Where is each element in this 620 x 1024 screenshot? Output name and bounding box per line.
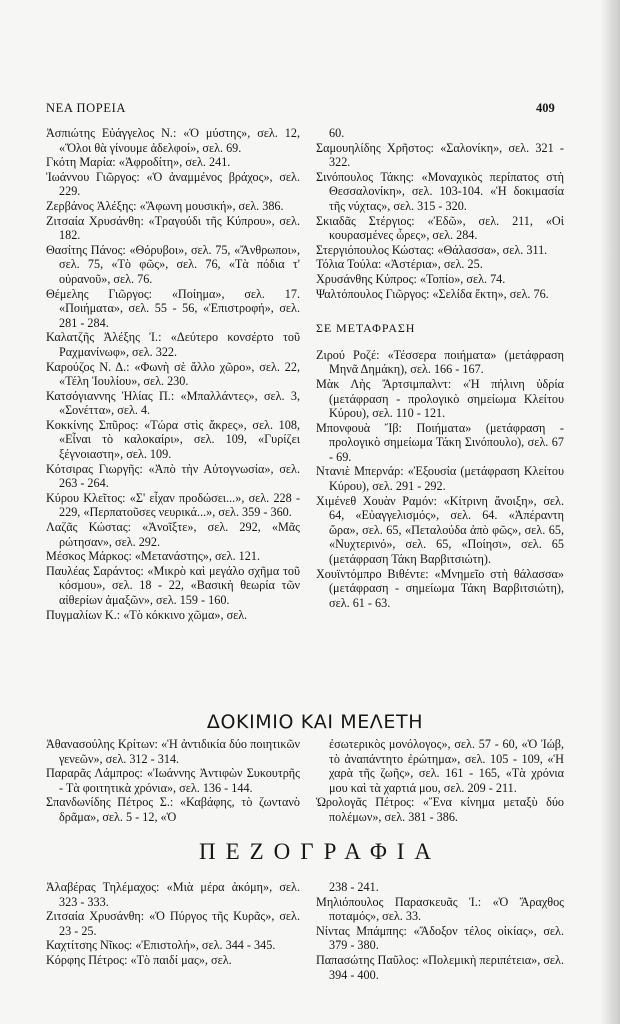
index-entry: Ὡρολογᾶς Πέτρος: «Ἕνα κίνημα μεταξὺ δύο πολέμων», σελ. 381 - 386. — [316, 795, 564, 824]
poetry-right-column — [316, 126, 564, 610]
index-entry: Σκιαδᾶς Στέργιος: «Ἐδῶ», σελ. 211, «Οἱ κουρασμένες ὧρες», σελ. 284. — [316, 213, 564, 243]
index-entry: Θέμελης Γιῶργος: «Ποίημα», σελ. 17. «Ποιήματα», σελ. 55 - 56, «Ἐπιστροφή», σελ. 281 - 284. — [46, 286, 300, 330]
index-entry: Κατσόγιαννης Ἠλίας Π.: «Μπαλλάντες», σελ. 3, «Σονέττα», σελ. 4. — [46, 388, 300, 418]
index-entry: Ζιτσαία Χρυσάνθη: «Τραγούδι τῆς Κύπρου», σελ. 182. — [46, 213, 300, 243]
entry-continuation: ἐσωτερικὸς μονόλογος», σελ. 57 - 60, «Ὁ Ἰώβ, τὸ ἀναπάντητο ἐρώτημα», σελ. 105 - 109, «Ἡ χαρὰ τῆς ζωῆς», σελ. 161 - 165, «Τὰ χρόνια μου καὶ τὰ χαρτιά μου, σελ. 209 - 211. — [329, 737, 564, 795]
index-entry: Κύρου Κλεῖτος: «Σ' εἶχαν προδώσει...», σελ. 228 - 229, «Περπατοῦσες νευρικά...», σελ. 359 - 360. — [46, 490, 300, 520]
prose-right-column — [316, 880, 564, 982]
index-entry: Λαζᾶς Κώστας: «Ἀνοῖξτε», σελ. 292, «Μᾶς ρώτησαν», σελ. 292. — [46, 520, 300, 549]
index-entry: Μπονφουὰ Ἴβ: Ποιήματα» (μετάφραση - προλογικὸ σημείωμα Τάκη Σινόπουλο), σελ. 67 - 69. — [316, 420, 564, 464]
index-entry: Ἀλαβέρας Τηλέμαχος: «Μιὰ μέρα ἀκόμη», σελ. 323 - 333. — [46, 880, 300, 909]
index-entry: Μηλιόπουλος Παρασκευᾶς Ἰ.: «Ὁ Ἄραχθος ποταμός», σελ. 33. — [316, 894, 564, 924]
index-entry: Στεργιόπουλος Κώστας: «Θάλασσα», σελ. 311. — [316, 242, 548, 257]
essay-left-column — [46, 737, 300, 825]
index-entry: Ἰωάννου Γιῶργος: «Ὁ ἀναμμένος βράχος», σελ. 229. — [46, 169, 300, 199]
index-entry: Σαμουηλίδης Χρῆστος: «Σαλονίκη», σελ. 321 - 322. — [316, 140, 564, 170]
index-entry: Χρυσάνθης Κύπρος: «Τοπίο», σελ. 74. — [316, 271, 506, 286]
section-heading-prose: ΠΕΖΟΓΡΑΦΙΑ — [198, 839, 442, 864]
index-entry: Νίντας Μπάμπης: «Ἄδοξον τέλος οἰκίας», σελ. 379 - 380. — [316, 923, 564, 953]
index-entry: Ντανιὲ Μπερνάρ: «Ἐξουσία (μετάφραση Κλείτου Κύρου), σελ. 291 - 292. — [316, 464, 564, 494]
index-entry: Ζιρού Ροζέ: «Τέσσερα ποιήματα» (μετάφραση Μηνᾶ Δημάκη), σελ. 166 - 167. — [316, 347, 564, 377]
index-entry: Καλατζῆς Ἀλέξης Ἰ.: «Δεύτερο κονσέρτο τοῦ Ραχμανίνωφ», σελ. 322. — [46, 330, 300, 359]
index-entry: Κόρφης Πέτρος: «Τὸ παιδί μας», σελ. — [46, 952, 232, 967]
index-entry: Κοκκίνης Σπῦρος: «Τώρα στὶς ἄκρες», σελ. 108, «Εἶναι τὸ καλοκαίρι», σελ. 109, «Γυρίζει ξέγνοιαστη», σελ. 109. — [46, 417, 300, 462]
index-entry: Χουϊντόμπρο Βιθέντε: «Μνημεῖο στὴ θάλασσα» (μετάφραση - σημείωμα Τάκη Βαρβιτσιώτη), σελ. 61 - 63. — [316, 566, 564, 610]
index-entry: Σπανδωνίδης Πέτρος Σ.: «Καβάφης, τὸ ζωντανὸ δρᾶμα», σελ. 5 - 12, «Ὁ — [46, 795, 300, 824]
entry-continuation: 238 - 241. — [329, 880, 379, 894]
index-entry: Σινόπουλος Τάκης: «Μοναχικὸς περίπατος στὴ Θεσσαλονίκη», σελ. 103-104. «Ἡ δοκιμασία τῆς νύχτας», σελ. 315 - 320. — [316, 169, 564, 213]
page-number: 409 — [536, 101, 555, 115]
poetry-left-column — [46, 126, 300, 622]
prose-left-column — [46, 880, 300, 968]
index-entry: Παυλέας Σαράντος: «Μικρὸ καὶ μεγάλο σχῆμα τοῦ κόσμου», σελ. 18 - 22, «Βασικὴ θεωρία τῶν αἰθερίων ἁμαξῶν», σελ. 159 - 160. — [46, 563, 300, 607]
subsection-heading-translation: ΣΕ ΜΕΤΑΦΡΑΣΗ — [316, 321, 416, 336]
index-entry: Καχτίτσης Νῖκος: «Ἐπιστολή», σελ. 344 - 345. — [46, 938, 276, 953]
index-entry: Πυγμαλίων Κ.: «Τὸ κόκκινο χῶμα», σελ. — [46, 607, 248, 622]
index-entry: Μὰκ Λὴς Ἄρτσιμπαλντ: «Ἡ πήλινη ὑδρία (μετάφραση - προλογικὸ σημείωμα Κλείτου Κύρου), σελ. 110 - 121. — [316, 376, 564, 421]
page-edge-shadow — [600, 0, 620, 1024]
index-entry: Ψαλτόπουλος Γιῶργος: «Σελίδα ἕκτη», σελ. 76. — [316, 286, 549, 301]
essay-right-column — [316, 737, 564, 825]
index-entry: Θασίτης Πάνος: «Θόρυβοι», σελ. 75, «Ἄνθρωποι», σελ. 75, «Τὸ φῶς», σελ. 76, «Τὰ πόδια τ' οὐρανοῦ», σελ. 76. — [46, 242, 300, 286]
index-entry: Ζερβάνος Ἀλέξης: «Ἄφωνη μουσική», σελ. 386. — [46, 198, 284, 213]
entry-continuation: 60. — [329, 126, 345, 140]
running-head: ΝΕΑ ΠΟΡΕΙΑ — [46, 101, 126, 115]
index-entry: Παραρᾶς Λάμπρος: «Ἰωάννης Ἀντιφὼν Συκουτρῆς - Τὰ φοιτητικὰ χρόνια», σελ. 136 - 144. — [46, 766, 300, 795]
index-entry: Ἀθανασούλης Κρίτων: «Ἡ ἀντιδικία δύο ποιητικῶν γενεῶν», σελ. 312 - 314. — [46, 737, 300, 766]
index-entry: Τόλια Τούλα: «Ἀστέρια», σελ. 25. — [316, 257, 483, 272]
index-entry: Ζιτσαία Χρυσάνθη: «Ὁ Πύργος τῆς Κυρᾶς», σελ. 23 - 25. — [46, 909, 300, 938]
index-entry: Κότσιρας Γιωργῆς: «Ἀπὸ τὴν Αὐτογνωσία», σελ. 263 - 264. — [46, 461, 300, 491]
index-entry: Παπασώτης Παῦλος: «Πολεμικὴ περιπέτεια», σελ. 394 - 400. — [316, 952, 564, 982]
index-entry: Μέσκος Μάρκος: «Μετανάστης», σελ. 121. — [46, 549, 260, 564]
index-entry: Καρούζος Ν. Δ.: «Φωνὴ σὲ ἄλλο χῶρο», σελ. 22, «Τέλη Ἰουλίου», σελ. 230. — [46, 359, 300, 389]
index-entry: Γκότη Μαρία: «Ἀφροδίτη», σελ. 241. — [46, 155, 231, 170]
index-entry: Ἀσπιώτης Εὐάγγελος Ν.: «Ὁ μύστης», σελ. 12, «Ὅλοι θὰ γίνουμε ἀδελφοί», σελ. 69. — [46, 126, 300, 155]
section-heading-essay: ΔΟΚΙΜΙΟ ΚΑΙ ΜΕΛΕΤΗ — [206, 711, 424, 733]
index-entry: Χιμένεθ Χουὰν Ραμόν: «Κίτρινη ἄνοιξη», σελ. 64, «Εὐαγγελισμός», σελ. 64. «Ἀπέραντη ὥρα», σελ. 65, «Πεταλούδα ἀπὸ φῶς», σελ. 65, «Νυχτερινό», σελ. 65, «Ποίησι», σελ. 65 (μετάφραση Τάκη Βαρβιτσιώτη). — [316, 493, 564, 567]
